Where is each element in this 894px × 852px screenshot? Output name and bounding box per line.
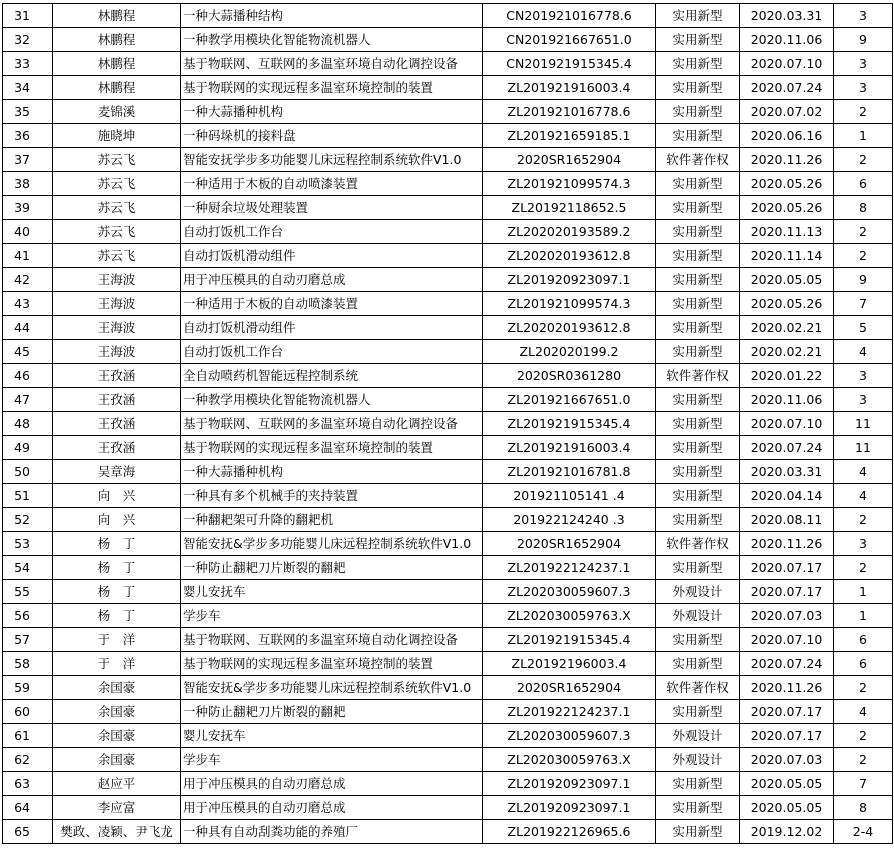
patent-title: 用于冲压模具的自动刃磨总成	[181, 772, 483, 796]
patent-type: 软件著作权	[656, 364, 740, 388]
grant-date: 2020.07.17	[740, 556, 834, 580]
patent-title: 用于冲压模具的自动刃磨总成	[181, 268, 483, 292]
patent-number: ZL202030059607.3	[483, 724, 656, 748]
rank-count: 2	[834, 556, 893, 580]
inventor-name: 王海波	[53, 340, 181, 364]
table-row	[3, 820, 893, 844]
row-number: 34	[3, 76, 53, 100]
row-number: 63	[3, 772, 53, 796]
patent-type: 实用新型	[656, 556, 740, 580]
row-number: 48	[3, 412, 53, 436]
rank-count: 7	[834, 772, 893, 796]
patent-title: 基于物联网的实现远程多温室环境控制的装置	[181, 652, 483, 676]
patent-title: 基于物联网的实现远程多温室环境控制的装置	[181, 76, 483, 100]
patent-number: 2020SR1652904	[483, 676, 656, 700]
row-number: 33	[3, 52, 53, 76]
patent-title: 自动打饭机滑动组件	[181, 244, 483, 268]
rank-count: 3	[834, 52, 893, 76]
rank-count: 6	[834, 628, 893, 652]
patent-number: ZL202020193589.2	[483, 220, 656, 244]
patent-type: 实用新型	[656, 244, 740, 268]
grant-date: 2020.05.26	[740, 196, 834, 220]
patent-number: ZL201921915345.4	[483, 412, 656, 436]
inventor-name: 麦锦溪	[53, 100, 181, 124]
grant-date: 2020.08.11	[740, 508, 834, 532]
row-number: 54	[3, 556, 53, 580]
rank-count: 11	[834, 436, 893, 460]
table-row	[3, 484, 893, 508]
patent-type: 实用新型	[656, 28, 740, 52]
row-number: 41	[3, 244, 53, 268]
grant-date: 2020.07.10	[740, 628, 834, 652]
rank-count: 4	[834, 460, 893, 484]
inventor-name: 余国豪	[53, 700, 181, 724]
inventor-name: 林鹏程	[53, 52, 181, 76]
rank-count: 11	[834, 412, 893, 436]
table-row	[3, 604, 893, 628]
grant-date: 2020.07.24	[740, 436, 834, 460]
patent-title: 全自动喷药机智能远程控制系统	[181, 364, 483, 388]
patent-type: 实用新型	[656, 196, 740, 220]
patent-title: 一种大蒜播种机构	[181, 460, 483, 484]
row-number: 36	[3, 124, 53, 148]
inventor-name: 苏云飞	[53, 220, 181, 244]
table-row	[3, 436, 893, 460]
grant-date: 2020.07.10	[740, 52, 834, 76]
patent-number: 201921105141 .4	[483, 484, 656, 508]
patent-title: 婴儿安抚车	[181, 580, 483, 604]
patent-number: ZL202020199.2	[483, 340, 656, 364]
patent-title: 一种教学用模块化智能物流机器人	[181, 388, 483, 412]
grant-date: 2019.12.02	[740, 820, 834, 844]
rank-count: 8	[834, 196, 893, 220]
patent-title: 自动打饭机滑动组件	[181, 316, 483, 340]
patent-number: ZL202030059763.X	[483, 748, 656, 772]
table-row	[3, 28, 893, 52]
row-number: 61	[3, 724, 53, 748]
patent-number: ZL201921099574.3	[483, 292, 656, 316]
patent-type: 实用新型	[656, 4, 740, 28]
patent-table	[2, 3, 893, 844]
patent-number: ZL201921659185.1	[483, 124, 656, 148]
grant-date: 2020.07.02	[740, 100, 834, 124]
patent-number: ZL20192196003.4	[483, 652, 656, 676]
inventor-name: 王孜涵	[53, 364, 181, 388]
patent-number: ZL201921915345.4	[483, 628, 656, 652]
table-row	[3, 244, 893, 268]
patent-type: 实用新型	[656, 220, 740, 244]
inventor-name: 王海波	[53, 316, 181, 340]
inventor-name: 林鹏程	[53, 76, 181, 100]
table-row	[3, 772, 893, 796]
inventor-name: 苏云飞	[53, 172, 181, 196]
rank-count: 1	[834, 580, 893, 604]
inventor-name: 余国豪	[53, 724, 181, 748]
table-row	[3, 388, 893, 412]
grant-date: 2020.07.17	[740, 724, 834, 748]
row-number: 64	[3, 796, 53, 820]
rank-count: 3	[834, 364, 893, 388]
patent-number: ZL20192118652.5	[483, 196, 656, 220]
inventor-name: 李应富	[53, 796, 181, 820]
patent-type: 实用新型	[656, 628, 740, 652]
table-row	[3, 4, 893, 28]
row-number: 60	[3, 700, 53, 724]
row-number: 42	[3, 268, 53, 292]
grant-date: 2020.07.24	[740, 652, 834, 676]
inventor-name: 于 洋	[53, 652, 181, 676]
patent-number: ZL201922126965.6	[483, 820, 656, 844]
grant-date: 2020.07.17	[740, 580, 834, 604]
rank-count: 6	[834, 652, 893, 676]
patent-title: 一种防止翻耙刀片断裂的翻耙	[181, 556, 483, 580]
patent-number: ZL201921667651.0	[483, 388, 656, 412]
rank-count: 3	[834, 76, 893, 100]
table-row	[3, 364, 893, 388]
inventor-name: 苏云飞	[53, 244, 181, 268]
table-row	[3, 460, 893, 484]
patent-type: 实用新型	[656, 484, 740, 508]
patent-number: ZL201922124237.1	[483, 556, 656, 580]
inventor-name: 苏云飞	[53, 148, 181, 172]
rank-count: 1	[834, 604, 893, 628]
row-number: 45	[3, 340, 53, 364]
table-row	[3, 148, 893, 172]
rank-count: 2	[834, 676, 893, 700]
grant-date: 2020.05.26	[740, 172, 834, 196]
patent-type: 实用新型	[656, 460, 740, 484]
grant-date: 2020.11.06	[740, 28, 834, 52]
patent-number: CN201921915345.4	[483, 52, 656, 76]
grant-date: 2020.05.05	[740, 772, 834, 796]
grant-date: 2020.11.26	[740, 532, 834, 556]
table-row	[3, 100, 893, 124]
patent-type: 实用新型	[656, 292, 740, 316]
patent-type: 实用新型	[656, 652, 740, 676]
rank-count: 4	[834, 700, 893, 724]
grant-date: 2020.03.31	[740, 460, 834, 484]
grant-date: 2020.04.14	[740, 484, 834, 508]
inventor-name: 吴章海	[53, 460, 181, 484]
patent-type: 实用新型	[656, 820, 740, 844]
patent-type: 实用新型	[656, 700, 740, 724]
patent-type: 实用新型	[656, 124, 740, 148]
patent-title: 一种具有自动刮粪功能的养殖厂	[181, 820, 483, 844]
table-row	[3, 724, 893, 748]
patent-title: 一种厨余垃圾处理装置	[181, 196, 483, 220]
row-number: 43	[3, 292, 53, 316]
patent-number: 2020SR1652904	[483, 532, 656, 556]
table-row	[3, 508, 893, 532]
inventor-name: 杨 丁	[53, 556, 181, 580]
grant-date: 2020.05.05	[740, 796, 834, 820]
row-number: 37	[3, 148, 53, 172]
patent-number: CN201921667651.0	[483, 28, 656, 52]
patent-title: 一种码垛机的接料盘	[181, 124, 483, 148]
patent-title: 婴儿安抚车	[181, 724, 483, 748]
row-number: 59	[3, 676, 53, 700]
patent-type: 实用新型	[656, 412, 740, 436]
table-row	[3, 748, 893, 772]
patent-type: 实用新型	[656, 508, 740, 532]
inventor-name: 王孜涵	[53, 436, 181, 460]
inventor-name: 林鹏程	[53, 4, 181, 28]
patent-type: 实用新型	[656, 52, 740, 76]
grant-date: 2020.11.13	[740, 220, 834, 244]
row-number: 44	[3, 316, 53, 340]
table-row	[3, 556, 893, 580]
patent-title: 自动打饭机工作台	[181, 220, 483, 244]
patent-number: ZL201920923097.1	[483, 772, 656, 796]
row-number: 46	[3, 364, 53, 388]
patent-title: 基于物联网、互联网的多温室环境自动化调控设备	[181, 52, 483, 76]
row-number: 38	[3, 172, 53, 196]
patent-type: 软件著作权	[656, 676, 740, 700]
patent-title: 智能安抚&学步多功能婴儿床远程控制系统软件V1.0	[181, 532, 483, 556]
patent-type: 实用新型	[656, 316, 740, 340]
patent-title: 学步车	[181, 604, 483, 628]
row-number: 47	[3, 388, 53, 412]
patent-type: 实用新型	[656, 268, 740, 292]
patent-type: 外观设计	[656, 724, 740, 748]
grant-date: 2020.07.03	[740, 604, 834, 628]
grant-date: 2020.11.26	[740, 148, 834, 172]
row-number: 49	[3, 436, 53, 460]
row-number: 32	[3, 28, 53, 52]
table-row	[3, 340, 893, 364]
patent-number: 2020SR0361280	[483, 364, 656, 388]
patent-number: ZL202020193612.8	[483, 316, 656, 340]
patent-title: 用于冲压模具的自动刃磨总成	[181, 796, 483, 820]
patent-title: 自动打饭机工作台	[181, 340, 483, 364]
patent-type: 实用新型	[656, 388, 740, 412]
row-number: 39	[3, 196, 53, 220]
patent-number: ZL201921916003.4	[483, 76, 656, 100]
patent-title: 一种大蒜播种机构	[181, 100, 483, 124]
patent-title: 学步车	[181, 748, 483, 772]
patent-number: 2020SR1652904	[483, 148, 656, 172]
grant-date: 2020.07.10	[740, 412, 834, 436]
table-body	[3, 4, 893, 844]
patent-title: 一种防止翻耙刀片断裂的翻耙	[181, 700, 483, 724]
inventor-name: 杨 丁	[53, 604, 181, 628]
table-row	[3, 676, 893, 700]
table-row	[3, 532, 893, 556]
patent-number: CN201921016778.6	[483, 4, 656, 28]
inventor-name: 于 洋	[53, 628, 181, 652]
inventor-name: 施晓坤	[53, 124, 181, 148]
rank-count: 9	[834, 28, 893, 52]
table-row	[3, 652, 893, 676]
rank-count: 8	[834, 796, 893, 820]
rank-count: 6	[834, 172, 893, 196]
patent-number: ZL201921016778.6	[483, 100, 656, 124]
patent-type: 软件著作权	[656, 532, 740, 556]
patent-title: 一种适用于木板的自动喷漆装置	[181, 292, 483, 316]
rank-count: 2	[834, 220, 893, 244]
rank-count: 4	[834, 340, 893, 364]
row-number: 57	[3, 628, 53, 652]
row-number: 50	[3, 460, 53, 484]
table-row	[3, 124, 893, 148]
patent-title: 基于物联网、互联网的多温室环境自动化调控设备	[181, 412, 483, 436]
inventor-name: 向 兴	[53, 508, 181, 532]
inventor-name: 樊政、凌颖、尹飞龙	[53, 820, 181, 844]
patent-type: 实用新型	[656, 172, 740, 196]
rank-count: 3	[834, 532, 893, 556]
grant-date: 2020.07.24	[740, 76, 834, 100]
patent-title: 基于物联网、互联网的多温室环境自动化调控设备	[181, 628, 483, 652]
patent-number: ZL202030059607.3	[483, 580, 656, 604]
patent-number: ZL201921099574.3	[483, 172, 656, 196]
rank-count: 2-4	[834, 820, 893, 844]
grant-date: 2020.11.14	[740, 244, 834, 268]
inventor-name: 向 兴	[53, 484, 181, 508]
grant-date: 2020.03.31	[740, 4, 834, 28]
patent-type: 实用新型	[656, 436, 740, 460]
rank-count: 2	[834, 148, 893, 172]
row-number: 58	[3, 652, 53, 676]
table-row	[3, 628, 893, 652]
patent-type: 实用新型	[656, 100, 740, 124]
inventor-name: 王海波	[53, 292, 181, 316]
patent-title: 一种具有多个机械手的夹持装置	[181, 484, 483, 508]
inventor-name: 杨 丁	[53, 580, 181, 604]
grant-date: 2020.07.17	[740, 700, 834, 724]
table-row	[3, 580, 893, 604]
rank-count: 2	[834, 100, 893, 124]
row-number: 62	[3, 748, 53, 772]
row-number: 65	[3, 820, 53, 844]
row-number: 52	[3, 508, 53, 532]
patent-type: 实用新型	[656, 772, 740, 796]
patent-title: 基于物联网的实现远程多温室环境控制的装置	[181, 436, 483, 460]
inventor-name: 余国豪	[53, 748, 181, 772]
grant-date: 2020.07.03	[740, 748, 834, 772]
patent-title: 一种大蒜播种结构	[181, 4, 483, 28]
patent-number: ZL202020193612.8	[483, 244, 656, 268]
row-number: 31	[3, 4, 53, 28]
patent-number: ZL202030059763.X	[483, 604, 656, 628]
table-row	[3, 316, 893, 340]
patent-type: 实用新型	[656, 796, 740, 820]
grant-date: 2020.11.06	[740, 388, 834, 412]
row-number: 35	[3, 100, 53, 124]
patent-number: 201922124240 .3	[483, 508, 656, 532]
table-row	[3, 292, 893, 316]
patent-number: ZL201921916003.4	[483, 436, 656, 460]
inventor-name: 余国豪	[53, 676, 181, 700]
grant-date: 2020.11.26	[740, 676, 834, 700]
inventor-name: 杨 丁	[53, 532, 181, 556]
inventor-name: 王海波	[53, 268, 181, 292]
row-number: 51	[3, 484, 53, 508]
rank-count: 9	[834, 268, 893, 292]
rank-count: 1	[834, 124, 893, 148]
patent-type: 外观设计	[656, 604, 740, 628]
inventor-name: 王孜涵	[53, 388, 181, 412]
rank-count: 7	[834, 292, 893, 316]
grant-date: 2020.02.21	[740, 340, 834, 364]
patent-title: 智能安抚学步多功能婴儿床远程控制系统软件V1.0	[181, 148, 483, 172]
patent-type: 实用新型	[656, 340, 740, 364]
table-row	[3, 52, 893, 76]
row-number: 40	[3, 220, 53, 244]
inventor-name: 王孜涵	[53, 412, 181, 436]
patent-type: 外观设计	[656, 748, 740, 772]
grant-date: 2020.05.05	[740, 268, 834, 292]
inventor-name: 苏云飞	[53, 196, 181, 220]
table-row	[3, 196, 893, 220]
patent-number: ZL201922124237.1	[483, 700, 656, 724]
patent-type: 实用新型	[656, 76, 740, 100]
table-row	[3, 172, 893, 196]
table-row	[3, 220, 893, 244]
rank-count: 2	[834, 508, 893, 532]
rank-count: 3	[834, 388, 893, 412]
inventor-name: 林鹏程	[53, 28, 181, 52]
grant-date: 2020.02.21	[740, 316, 834, 340]
grant-date: 2020.05.26	[740, 292, 834, 316]
inventor-name: 赵应平	[53, 772, 181, 796]
grant-date: 2020.06.16	[740, 124, 834, 148]
table-row	[3, 268, 893, 292]
patent-title: 智能安抚&学步多功能婴儿床远程控制系统软件V1.0	[181, 676, 483, 700]
rank-count: 5	[834, 316, 893, 340]
grant-date: 2020.01.22	[740, 364, 834, 388]
row-number: 55	[3, 580, 53, 604]
rank-count: 2	[834, 244, 893, 268]
patent-number: ZL201920923097.1	[483, 268, 656, 292]
row-number: 53	[3, 532, 53, 556]
rank-count: 3	[834, 4, 893, 28]
patent-number: ZL201921016781.8	[483, 460, 656, 484]
patent-number: ZL201920923097.1	[483, 796, 656, 820]
rank-count: 4	[834, 484, 893, 508]
patent-type: 软件著作权	[656, 148, 740, 172]
rank-count: 2	[834, 724, 893, 748]
patent-title: 一种翻耙架可升降的翻耙机	[181, 508, 483, 532]
row-number: 56	[3, 604, 53, 628]
patent-title: 一种适用于木板的自动喷漆装置	[181, 172, 483, 196]
patent-title: 一种教学用模块化智能物流机器人	[181, 28, 483, 52]
table-row	[3, 76, 893, 100]
rank-count: 2	[834, 748, 893, 772]
table-row	[3, 700, 893, 724]
patent-type: 外观设计	[656, 580, 740, 604]
table-row	[3, 412, 893, 436]
table-row	[3, 796, 893, 820]
